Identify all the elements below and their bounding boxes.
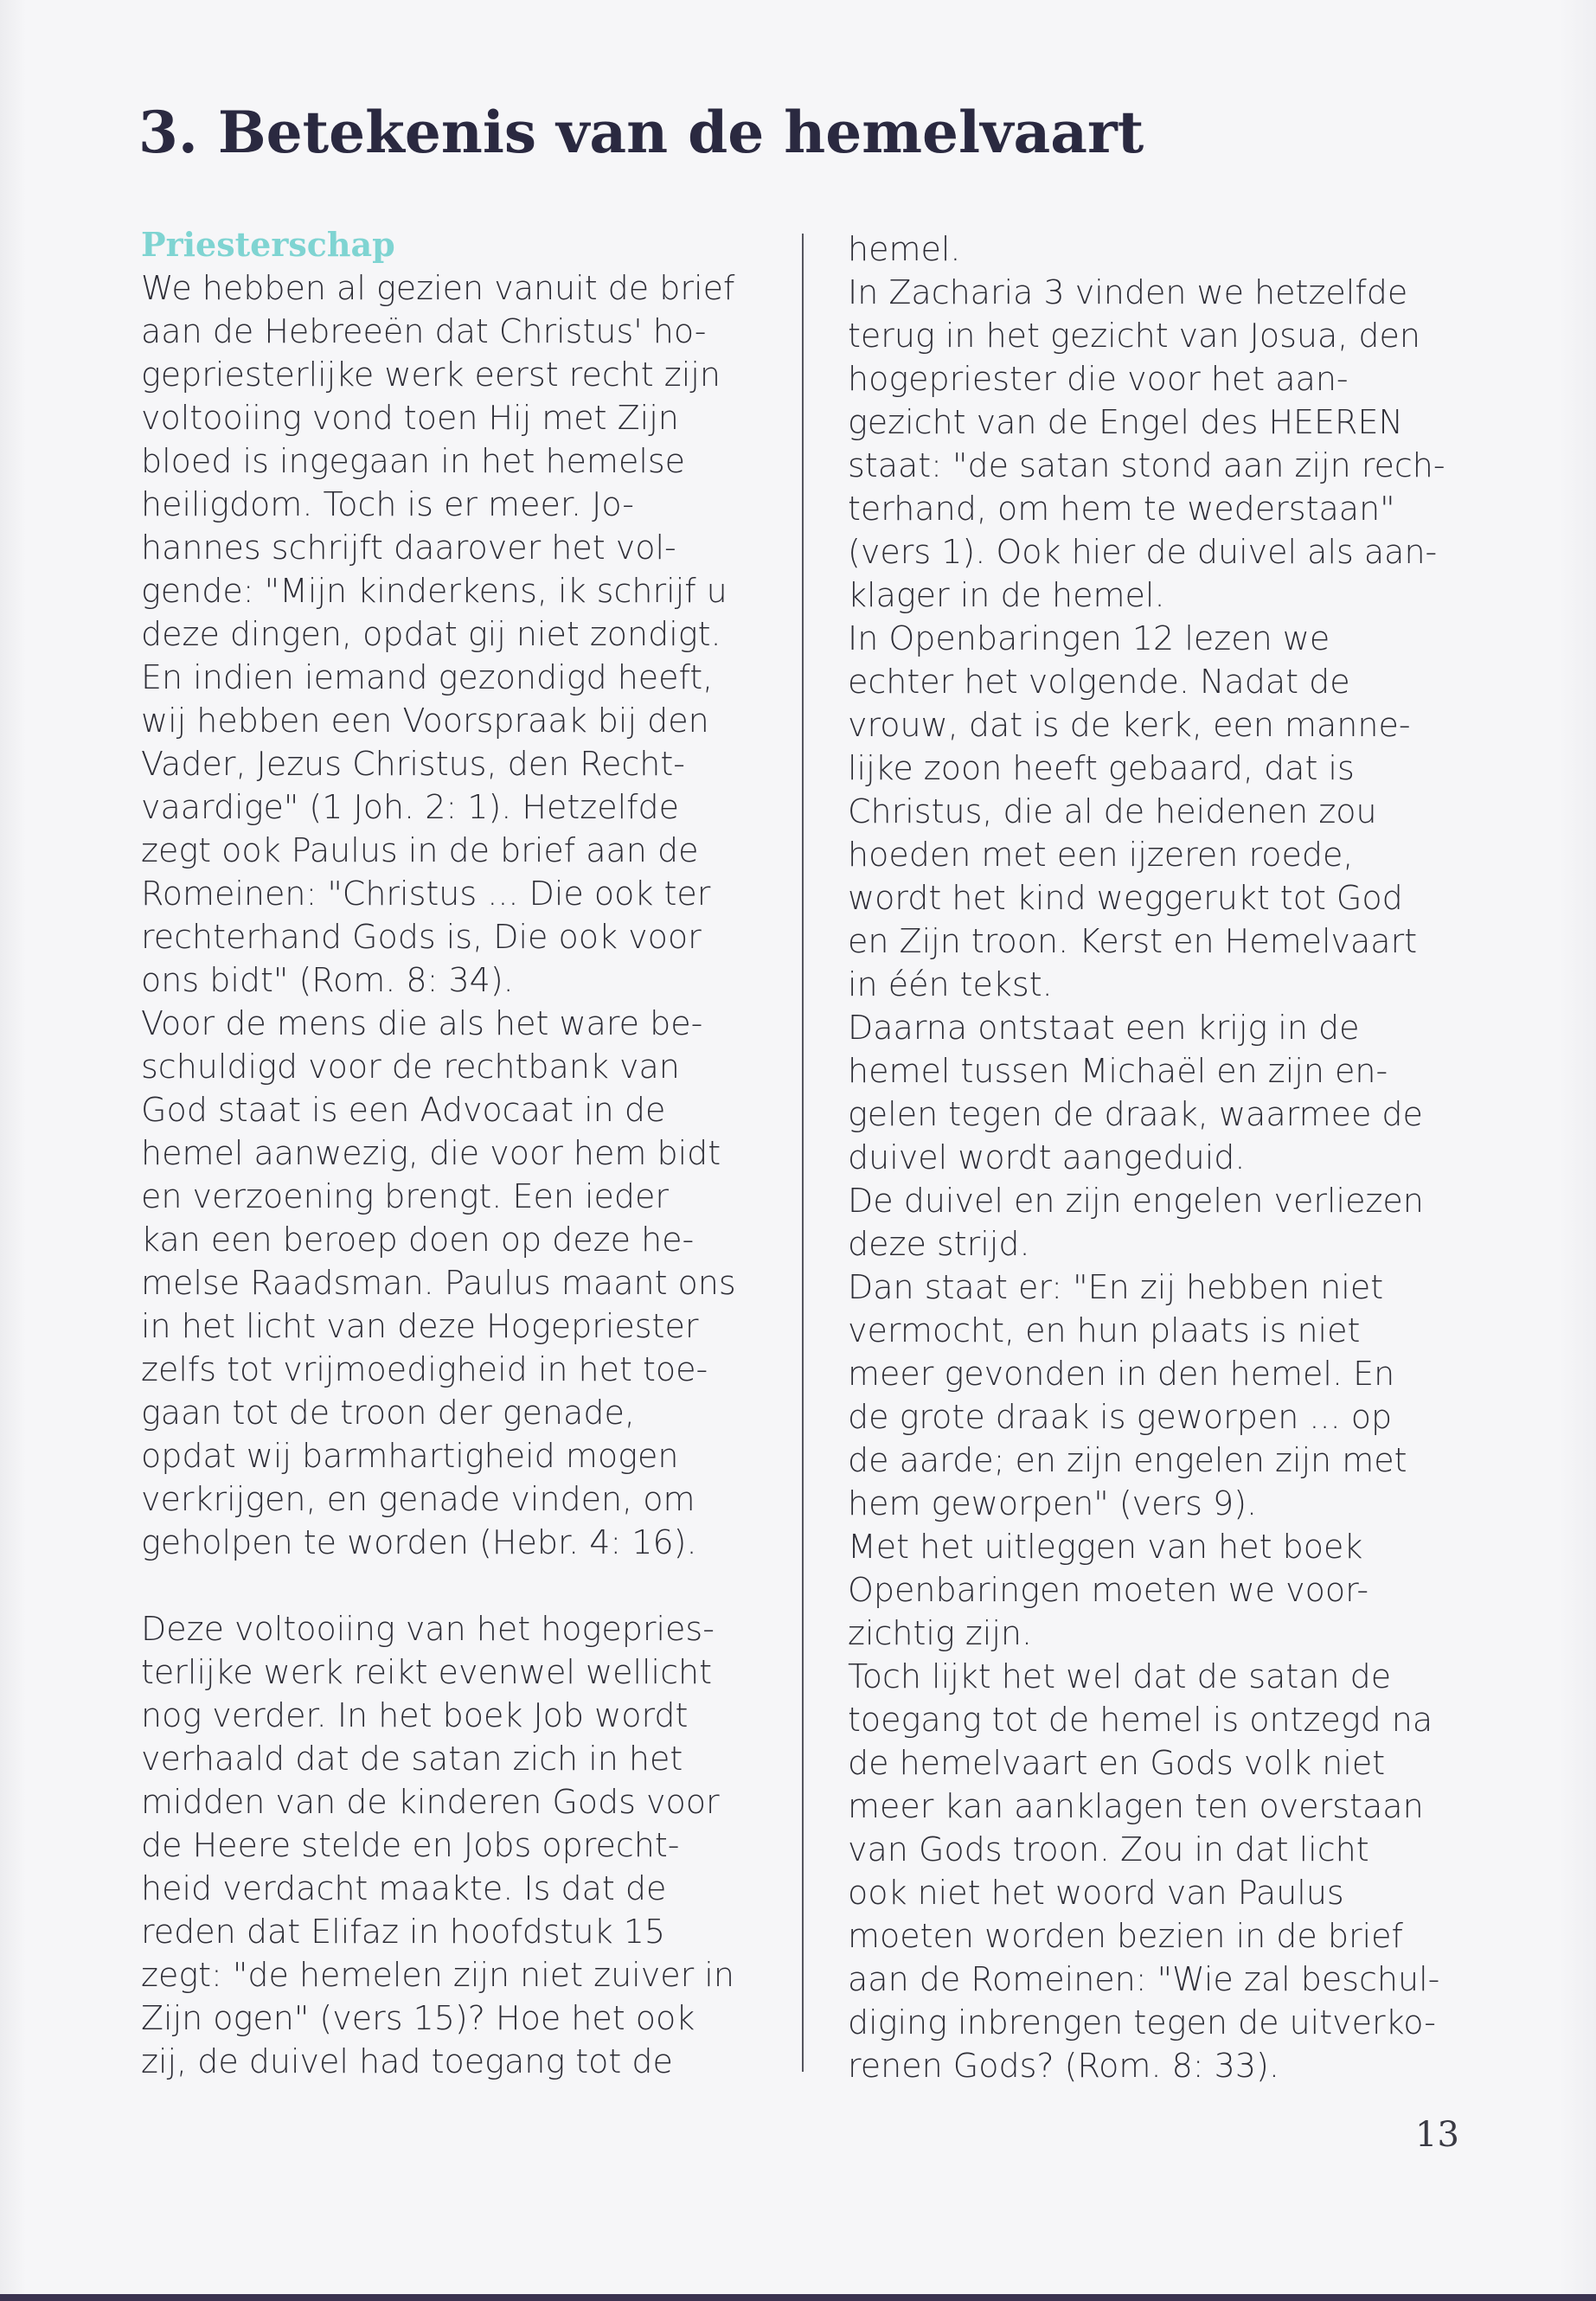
paragraph: Met het uitleggen van het boek Openbaringen moeten we voor- zichtig zijn. <box>848 1528 1369 1652</box>
paragraph: Dan staat er: "En zij hebben niet vermocht, en hun plaats is niet meer gevonden in den hemel. En de grote draak is geworpen ... op de aarde; en zijn engelen zijn met hem geworpen" (vers 9). <box>848 1268 1407 1522</box>
paragraph: De duivel en zijn engelen verliezen deze strijd. <box>848 1182 1424 1263</box>
paragraph: In Openbaringen 12 lezen we echter het volgende. Nadat de vrouw, dat is de kerk, een manne- lijke zoon heeft gebaard, dat is Christus, die al de heidenen zou hoeden met een ijzeren roede, wordt het kind weggerukt tot God en Zijn troon. Kerst en Hemelvaart in één tekst. <box>848 619 1418 1003</box>
page-number: 13 <box>1415 2115 1459 2155</box>
paragraph: Voor de mens die als het ware be- schuldigd voor de rechtbank van God staat is een Advocaat in de hemel aanwezig, die voor hem bidt en verzoening brengt. Een ieder kan een beroep doen op deze he- melse Raadsman. Paulus maant ons in het licht van deze Hogepriester zelfs tot vrijmoedigheid in het toe- gaan tot de troon der genade, opdat wij barmhartigheid mogen verkrijgen, en genade vinden, om geholpen te worden (Hebr. 4: 16). <box>141 1004 736 1561</box>
paragraph: hemel. <box>848 230 961 268</box>
right-column <box>848 228 1479 2087</box>
page-title: 3. Betekenis van de hemelvaart <box>138 99 1144 166</box>
left-column <box>141 223 798 2083</box>
paragraph: Toch lijkt het wel dat de satan de toegang tot de hemel is ontzegd na de hemelvaart en Gods volk niet meer kan aanklagen ten overstaan van Gods troon. Zou in dat licht ook niet het woord van Paulus moeten worden bezien in de brief aan de Romeinen: "Wie zal beschul- diging inbrengen tegen de uitverko- renen Gods? (Rom. 8: 33). <box>848 1657 1440 2085</box>
section-heading: Priesterschap <box>141 225 395 264</box>
paragraph: Daarna ontstaat een krijg in de hemel tussen Michaël en zijn en- gelen tegen de draak, waarmee de duivel wordt aangeduid. <box>848 1009 1423 1176</box>
column-divider <box>802 234 804 2072</box>
paragraph: In Zacharia 3 vinden we hetzelfde terug in het gezicht van Josua, den hogepriester die voor het aan- gezicht van de Engel des HEEREN staat: "de satan stond aan zijn rech- terhand, om hem te wederstaan" (vers 1). Ook hier de duivel als aan- klager in de hemel. <box>848 273 1445 614</box>
bottom-edge-bar <box>0 2294 1596 2301</box>
paragraph: Deze voltooiing van het hogepries- terlijke werk reikt evenwel wellicht nog verder. In het boek Job wordt verhaald dat de satan zich in het midden van de kinderen Gods voor de Heere stelde en Jobs oprecht- heid verdacht maakte. Is dat de reden dat Elifaz in hoofdstuk 15 zegt: "de hemelen zijn niet zuiver in Zijn ogen" (vers 15)? Hoe het ook zij, de duivel had toegang tot de <box>141 1610 734 2080</box>
paragraph: We hebben al gezien vanuit de brief aan de Hebreeën dat Christus' ho- gepriesterlijke werk eerst recht zijn voltooiing vond toen Hij met Zijn bloed is ingegaan in het hemelse heiligdom. Toch is er meer. Jo- hannes schrijft daarover het vol- gende: "Mijn kinderkens, ik schrijf u deze dingen, opdat gij niet zondigt. En indien iemand gezondigd heeft, wij hebben een Voorspraak bij den Vader, Jezus Christus, den Recht- vaardige" (1 Joh. 2: 1). Hetzelfde zegt ook Paulus in de brief aan de Romeinen: "Christus ... Die ook ter rechterhand Gods is, Die ook voor ons bidt" (Rom. 8: 34). <box>141 269 735 999</box>
